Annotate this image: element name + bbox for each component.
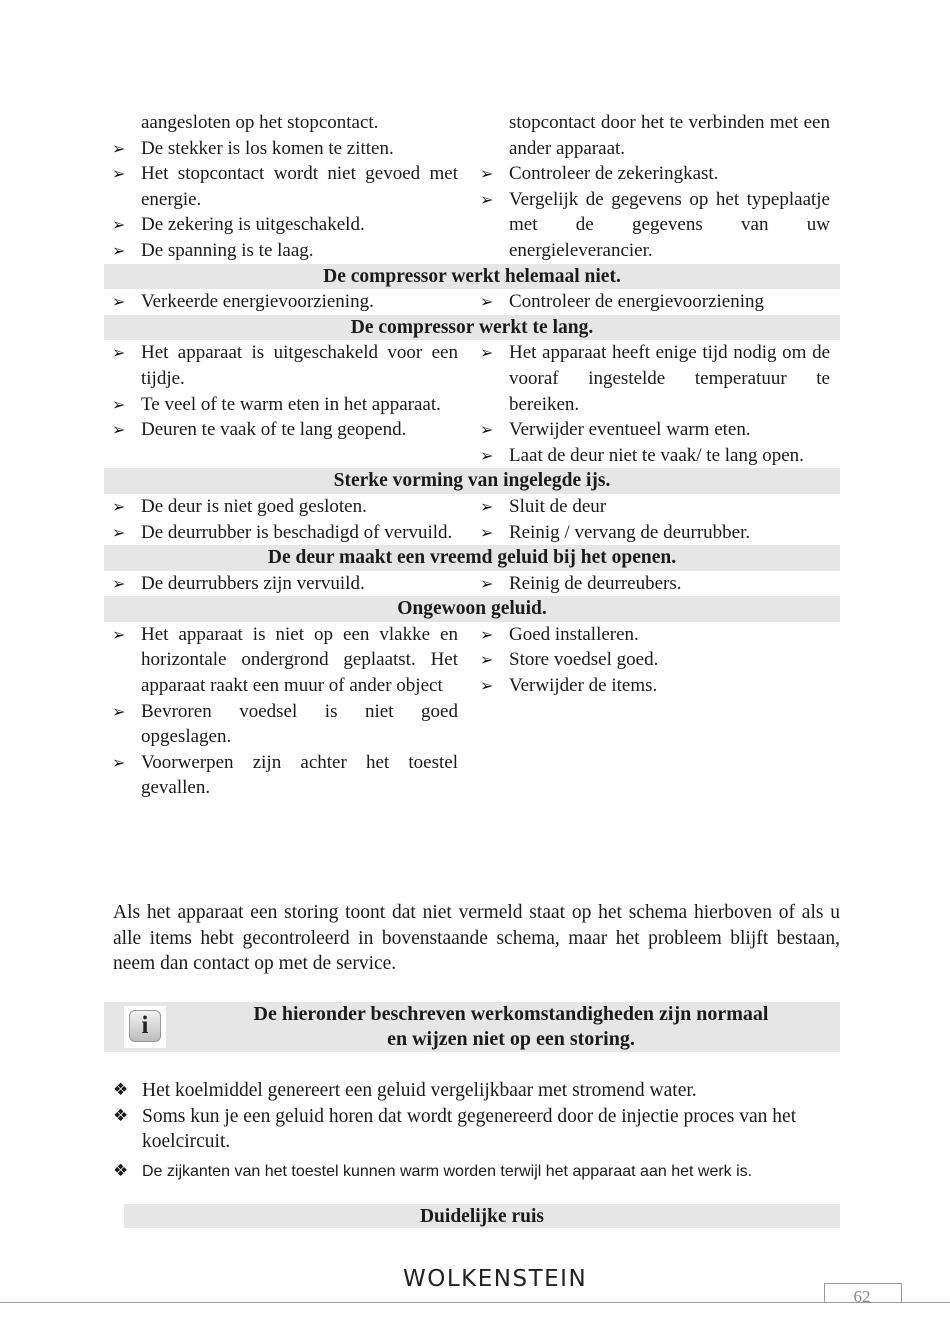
item-text: Laat de deur niet te vaak/ te lang open. [509, 444, 804, 466]
solution-item [472, 673, 830, 699]
item-text: Controleer de energievoorziening [509, 291, 764, 313]
item-text: De deurrubber is beschadigd of vervuild. [141, 521, 453, 543]
cause-item [104, 289, 458, 315]
diamond-bullet-icon: ❖ [113, 1080, 129, 1100]
arrow-bullet-icon: ➢ [112, 701, 126, 721]
cause-column [104, 289, 472, 315]
cause-item [104, 520, 458, 546]
item-text: Deuren te vaak of te lang geopend. [141, 419, 407, 441]
solution-column [472, 289, 840, 315]
arrow-bullet-icon: ➢ [112, 420, 126, 440]
solution-item [472, 494, 830, 520]
arrow-bullet-icon: ➢ [112, 164, 126, 184]
list-item [113, 1159, 840, 1185]
list-item-text: De zijkanten van het toestel kunnen warm worden terwijl het apparaat aan het werk is. [142, 1162, 753, 1180]
solution-item [472, 187, 830, 264]
cause-item [104, 699, 458, 750]
table-row [104, 110, 840, 264]
solution-item [472, 289, 830, 315]
cause-item [104, 340, 458, 391]
info-icon-frame [124, 1006, 166, 1048]
arrow-bullet-icon: ➢ [480, 573, 494, 593]
cause-column [104, 571, 472, 597]
item-text: Het stopcontact wordt niet gevoed met energie. [141, 163, 458, 210]
page-number: 62 [853, 1287, 871, 1306]
table-row [104, 340, 840, 468]
item-text: Controleer de zekeringkast. [509, 163, 719, 185]
item-text: Voorwerpen zijn achter het toestel gevallen. [141, 751, 458, 799]
arrow-bullet-icon: ➢ [480, 445, 494, 465]
item-text: Verkeerde energievoorziening. [141, 291, 374, 313]
table-row [104, 571, 840, 597]
arrow-bullet-icon: ➢ [480, 164, 494, 184]
cause-item [104, 571, 458, 597]
section-title: Duidelijke ruis [124, 1204, 840, 1228]
info-box [104, 1002, 840, 1052]
solution-item [472, 443, 830, 469]
arrow-bullet-icon: ➢ [480, 650, 494, 670]
solution-column [472, 110, 840, 264]
arrow-bullet-icon: ➢ [112, 240, 126, 260]
cause-item [104, 392, 458, 418]
cause-column [104, 340, 472, 468]
arrow-bullet-icon: ➢ [112, 624, 126, 644]
arrow-bullet-icon: ➢ [112, 573, 126, 593]
item-text: Sluit de deur [509, 495, 607, 517]
arrow-bullet-icon: ➢ [480, 343, 494, 363]
item-text: aangesloten op het stopcontact. [141, 112, 379, 133]
item-text: De zekering is uitgeschakeld. [141, 214, 365, 236]
troubleshooting-table [104, 110, 840, 801]
normal-conditions-list [113, 1078, 840, 1184]
arrow-bullet-icon: ➢ [112, 496, 126, 516]
info-icon: i [129, 1010, 161, 1042]
table-row [104, 494, 840, 545]
cause-column [104, 110, 472, 264]
item-text: Goed installeren. [509, 623, 639, 645]
cause-item [104, 750, 458, 801]
solution-item [472, 520, 830, 546]
arrow-bullet-icon: ➢ [112, 752, 126, 772]
item-text: stopcontact door het te verbinden met een ander apparaat. [509, 112, 830, 159]
solution-item [472, 161, 830, 187]
item-text: De spanning is te laag. [141, 239, 314, 261]
solution-item [472, 622, 830, 648]
table-section-header: Sterke vorming van ingelegde ijs. [104, 468, 840, 494]
list-item-text: Soms kun je een geluid horen dat wordt gegenereerd door de injectie proces van het koelcircuit. [142, 1105, 797, 1153]
cause-item [104, 622, 458, 699]
item-text: Het apparaat heeft enige tijd nodig om de vooraf ingestelde temperatuur te bereiken. [509, 342, 830, 415]
item-text: Reinig / vervang de deurrubber. [509, 521, 751, 543]
table-section-header: De compressor werkt te lang. [104, 315, 840, 341]
arrow-bullet-icon: ➢ [480, 522, 494, 542]
solution-item [472, 647, 830, 673]
table-row [104, 289, 840, 315]
arrow-bullet-icon: ➢ [112, 522, 126, 542]
solution-column [472, 622, 840, 801]
cause-item [104, 110, 458, 136]
list-item [113, 1078, 840, 1104]
list-item-text: Het koelmiddel genereert een geluid vergelijkbaar met stromend water. [142, 1080, 697, 1101]
footer-rule [0, 1302, 950, 1303]
cause-item [104, 494, 458, 520]
cause-column [104, 494, 472, 545]
item-text: De deurrubbers zijn vervuild. [141, 572, 365, 594]
item-text: Reinig de deurreubers. [509, 572, 682, 594]
solution-column [472, 494, 840, 545]
cause-item [104, 161, 458, 212]
item-text: Verwijder de items. [509, 675, 658, 697]
item-text: Store voedsel goed. [509, 649, 659, 671]
item-text: Verwijder eventueel warm eten. [509, 419, 751, 441]
service-paragraph: Als het apparaat een storing toont dat niet vermeld staat op het schema hierboven of als u alle items hebt gecontroleerd in bovenstaande schema, maar het probleem blijft bestaan, neem dan contact op met de service. [113, 902, 840, 975]
cause-item [104, 136, 458, 162]
info-line-1: De hieronder beschreven werkomstandigheden zijn normaal [253, 1003, 769, 1025]
cause-column [104, 622, 472, 801]
arrow-bullet-icon: ➢ [112, 138, 126, 158]
arrow-bullet-icon: ➢ [480, 624, 494, 644]
item-text: Bevroren voedsel is niet goed opgeslagen. [141, 700, 458, 748]
arrow-bullet-icon: ➢ [480, 676, 494, 696]
cause-item [104, 417, 458, 443]
brand-logo: WOLKENSTEIN [403, 1266, 588, 1292]
item-text: Vergelijk de gegevens op het typeplaatje met de gegevens van uw energieleverancier. [509, 188, 830, 261]
arrow-bullet-icon: ➢ [112, 215, 126, 235]
item-text: Te veel of te warm eten in het apparaat. [141, 393, 441, 415]
diamond-bullet-icon: ❖ [113, 1105, 129, 1126]
arrow-bullet-icon: ➢ [480, 189, 494, 209]
diamond-bullet-icon: ❖ [113, 1160, 129, 1181]
arrow-bullet-icon: ➢ [112, 343, 126, 363]
arrow-bullet-icon: ➢ [480, 420, 494, 440]
solution-column [472, 571, 840, 597]
table-row [104, 622, 840, 801]
info-line-2: en wijzen niet op een storing. [387, 1028, 635, 1050]
solution-item [472, 417, 830, 443]
solution-column [472, 340, 840, 468]
solution-item [472, 110, 830, 161]
item-text: Het apparaat is uitgeschakeld voor een tijdje. [141, 342, 458, 389]
table-section-header: De compressor werkt helemaal niet. [104, 264, 840, 290]
solution-item [472, 340, 830, 417]
cause-item [104, 238, 458, 264]
info-text [214, 1002, 808, 1052]
solution-item [472, 571, 830, 597]
table-section-header: De deur maakt een vreemd geluid bij het openen. [104, 545, 840, 571]
cause-item [104, 212, 458, 238]
table-section-header: Ongewoon geluid. [104, 596, 840, 622]
arrow-bullet-icon: ➢ [112, 394, 126, 414]
item-text: Het apparaat is niet op een vlakke en horizontale ondergrond geplaatst. Het apparaat raakt een muur of ander object [141, 623, 458, 697]
arrow-bullet-icon: ➢ [480, 496, 494, 516]
arrow-bullet-icon: ➢ [112, 292, 126, 312]
arrow-bullet-icon: ➢ [480, 292, 494, 312]
list-item [113, 1104, 840, 1155]
item-text: De deur is niet goed gesloten. [141, 495, 367, 517]
item-text: De stekker is los komen te zitten. [141, 137, 394, 159]
